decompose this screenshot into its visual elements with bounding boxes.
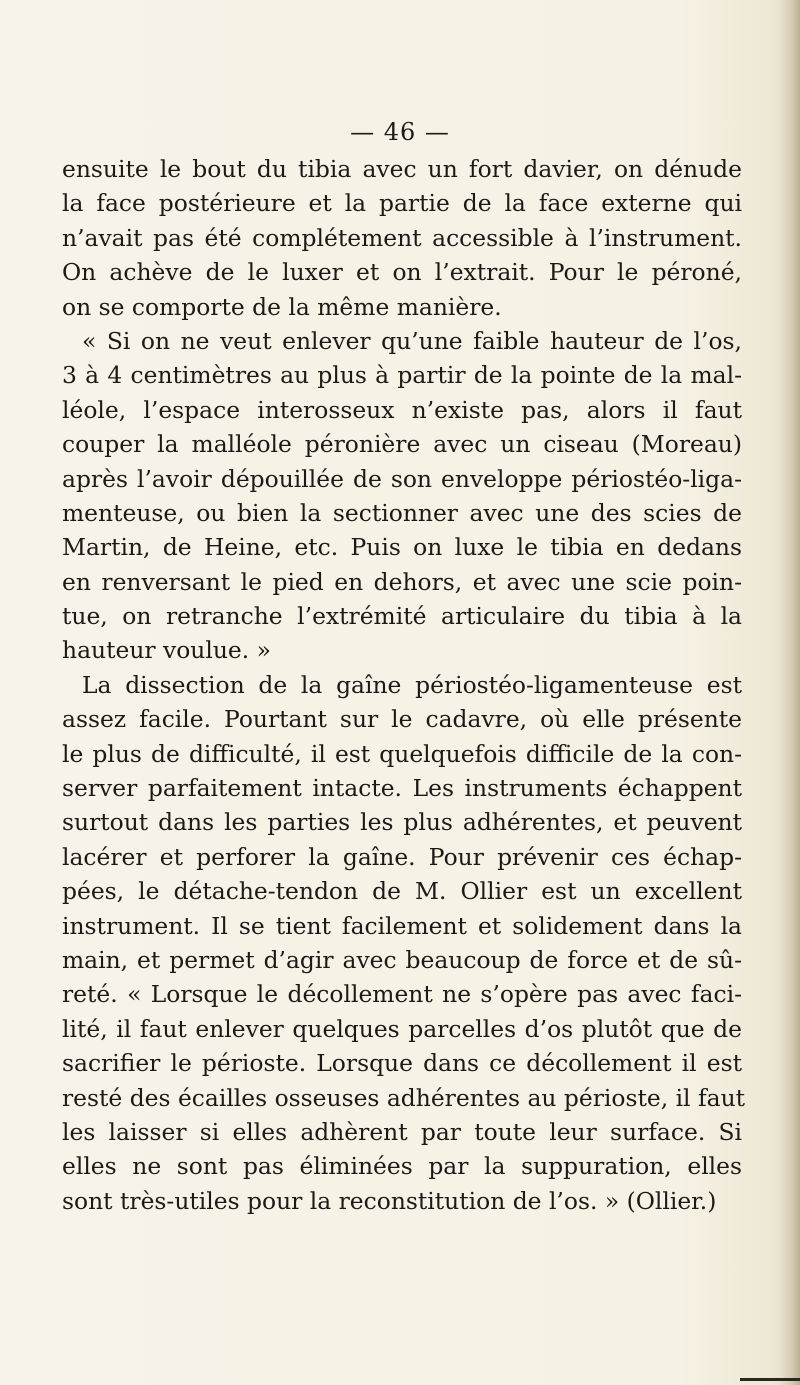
- text-line: couper la malléole péronière avec un ciseau (Moreau): [62, 430, 742, 459]
- text-line: on se comporte de la même manière.: [62, 292, 502, 321]
- text-line: La dissection de la gaîne périostéo-ligamenteuse est: [82, 670, 742, 699]
- text-line: assez facile. Pourtant sur le cadavre, où elle présente: [62, 705, 742, 734]
- text-line: server parfaitement intacte. Les instruments échappent: [62, 774, 742, 803]
- text-line: pées, le détache-tendon de M. Ollier est un excellent: [62, 877, 742, 906]
- text-line: hauteur voulue. »: [62, 636, 271, 665]
- text-line: lité, il faut enlever quelques parcelles d’os plutôt que de: [62, 1014, 742, 1043]
- text-line: surtout dans les parties les plus adhérentes, et peuvent: [62, 808, 742, 837]
- text-line: les laisser si elles adhèrent par toute leur surface. Si: [62, 1117, 742, 1146]
- text-line: la face postérieure et la partie de la face externe qui: [62, 189, 742, 218]
- page-edge-shadow: [778, 0, 800, 1385]
- text-line: tue, on retranche l’extrémité articulaire du tibia à la: [62, 602, 742, 631]
- text-line: On achève de le luxer et on l’extrait. Pour le péroné,: [62, 258, 742, 287]
- text-line: ensuite le bout du tibia avec un fort davier, on dénude: [62, 155, 742, 183]
- text-line: instrument. Il se tient facilement et solidement dans la: [62, 911, 742, 940]
- text-line: main, et permet d’agir avec beaucoup de force et de sû-: [62, 945, 742, 974]
- text-line: « Si on ne veut enlever qu’une faible hauteur de l’os,: [82, 326, 742, 355]
- text-line: resté des écailles osseuses adhérentes au périoste, il faut: [62, 1083, 746, 1112]
- text-line: reté. « Lorsque le décollement ne s’opère pas avec faci-: [62, 980, 742, 1009]
- text-line: en renversant le pied en dehors, et avec une scie poin-: [62, 567, 742, 596]
- text-line: le plus de difficulté, il est quelquefois difficile de la con-: [62, 739, 742, 768]
- text-line: menteuse, ou bien la sectionner avec une des scies de: [62, 498, 742, 527]
- text-line: sont très-utiles pour la reconstitution de l’os. » (Ollier.): [62, 1186, 717, 1215]
- text-line: léole, l’espace interosseux n’existe pas, alors il faut: [62, 395, 742, 424]
- bottom-rule: [740, 1378, 800, 1381]
- text-line: Martin, de Heine, etc. Puis on luxe le tibia en dedans: [62, 533, 742, 562]
- text-line: n’avait pas été complétement accessible à l’instrument.: [62, 223, 742, 252]
- body-text: [62, 152, 746, 1218]
- text-line: lacérer et perforer la gaîne. Pour prévenir ces échap-: [62, 842, 742, 871]
- text-line: sacrifier le périoste. Lorsque dans ce décollement il est: [62, 1049, 742, 1078]
- text-line: elles ne sont pas éliminées par la suppuration, elles: [62, 1152, 742, 1181]
- page-number: — 46 —: [350, 118, 450, 146]
- text-line: 3 à 4 centimètres au plus à partir de la pointe de la mal-: [62, 361, 742, 390]
- text-line: après l’avoir dépouillée de son enveloppe périostéo-liga-: [62, 464, 742, 493]
